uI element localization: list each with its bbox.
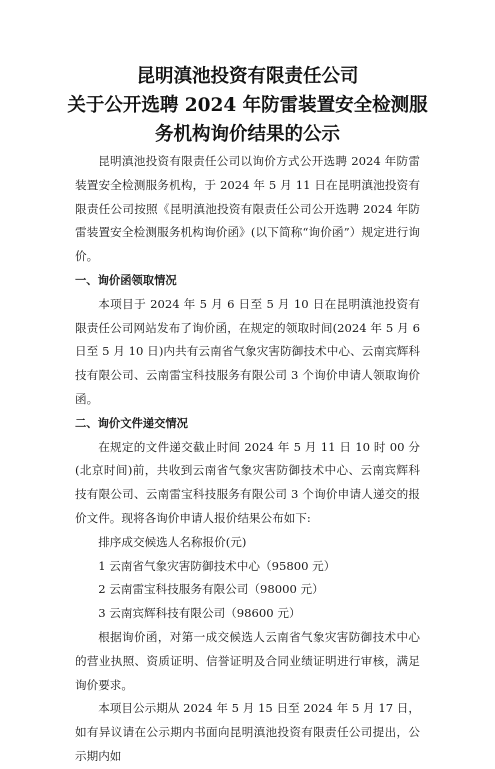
document-title [0,62,495,149]
section-paragraph-submission: 在规定的文件递交截止时间 2024 年 5 月 11 日 10 时 00 分(北京时间)前，共收到云南省气象灾害防御技术中心、云南宾辉科技有限公司、云南雷宝科技服务有限公司 3 个询价申请人递交的报价文件。现将各询价申请人报价结果公布如下: [75,439,420,525]
ranking-item: 1 云南省气象灾害防御技术中心（95800 元） [98,558,336,573]
title-line-company: 昆明滇池投资有限责任公司 [136,66,359,87]
section-paragraph-quote-collection: 本项目于 2024 年 5 月 6 日至 5 月 10 日在昆明滇池投资有限责任公司网站发布了询价函，在规定的领取时间(2024 年 5 月 6 日至 5 月 10 日)内共有云南省气象灾害防御技术中心、云南宾辉科技有限公司、云南雷宝科技服务有限公司 3 个询价申请人领取询价函。 [75,296,420,406]
review-paragraph: 根据询价函，对第一成交候选人云南省气象灾害防御技术中心的营业执照、资质证明、信誉证明及合同业绩证明进行审核，满足询价要求。 [75,629,420,692]
title-line-subject-cont: 务机构询价结果的公示 [154,124,340,145]
section-heading-submission: 二、询价文件递交情况 [75,416,188,430]
ranking-item: 3 云南宾辉科技有限公司（98600 元） [98,606,301,621]
document-body [75,150,420,769]
ranking-header: 排序成交候选人名称报价(元) [98,534,247,549]
section-heading-quote-collection: 一、询价函领取情况 [75,273,177,287]
intro-paragraph: 昆明滇池投资有限责任公司以询价方式公开选聘 2024 年防雷装置安全检测服务机构，于 2024 年 5 月 11 日在昆明滇池投资有限责任公司按照《昆明滇池投资有限责任公司公开选聘 2024 年防雷装置安全检测服务机构询价函》(以下简称“询价函”）规定进行询价。 [75,154,420,264]
notice-paragraph: 本项目公示期从 2024 年 5 月 15 日至 2024 年 5 月 17 日，如有异议请在公示期内书面向昆明滇池投资有限责任公司提出，公示期内如 [75,701,420,763]
title-line-subject: 关于公开选聘 2024 年防雷装置安全检测服 [67,95,428,116]
ranking-item: 2 云南雷宝科技服务有限公司（98000 元） [98,582,324,597]
